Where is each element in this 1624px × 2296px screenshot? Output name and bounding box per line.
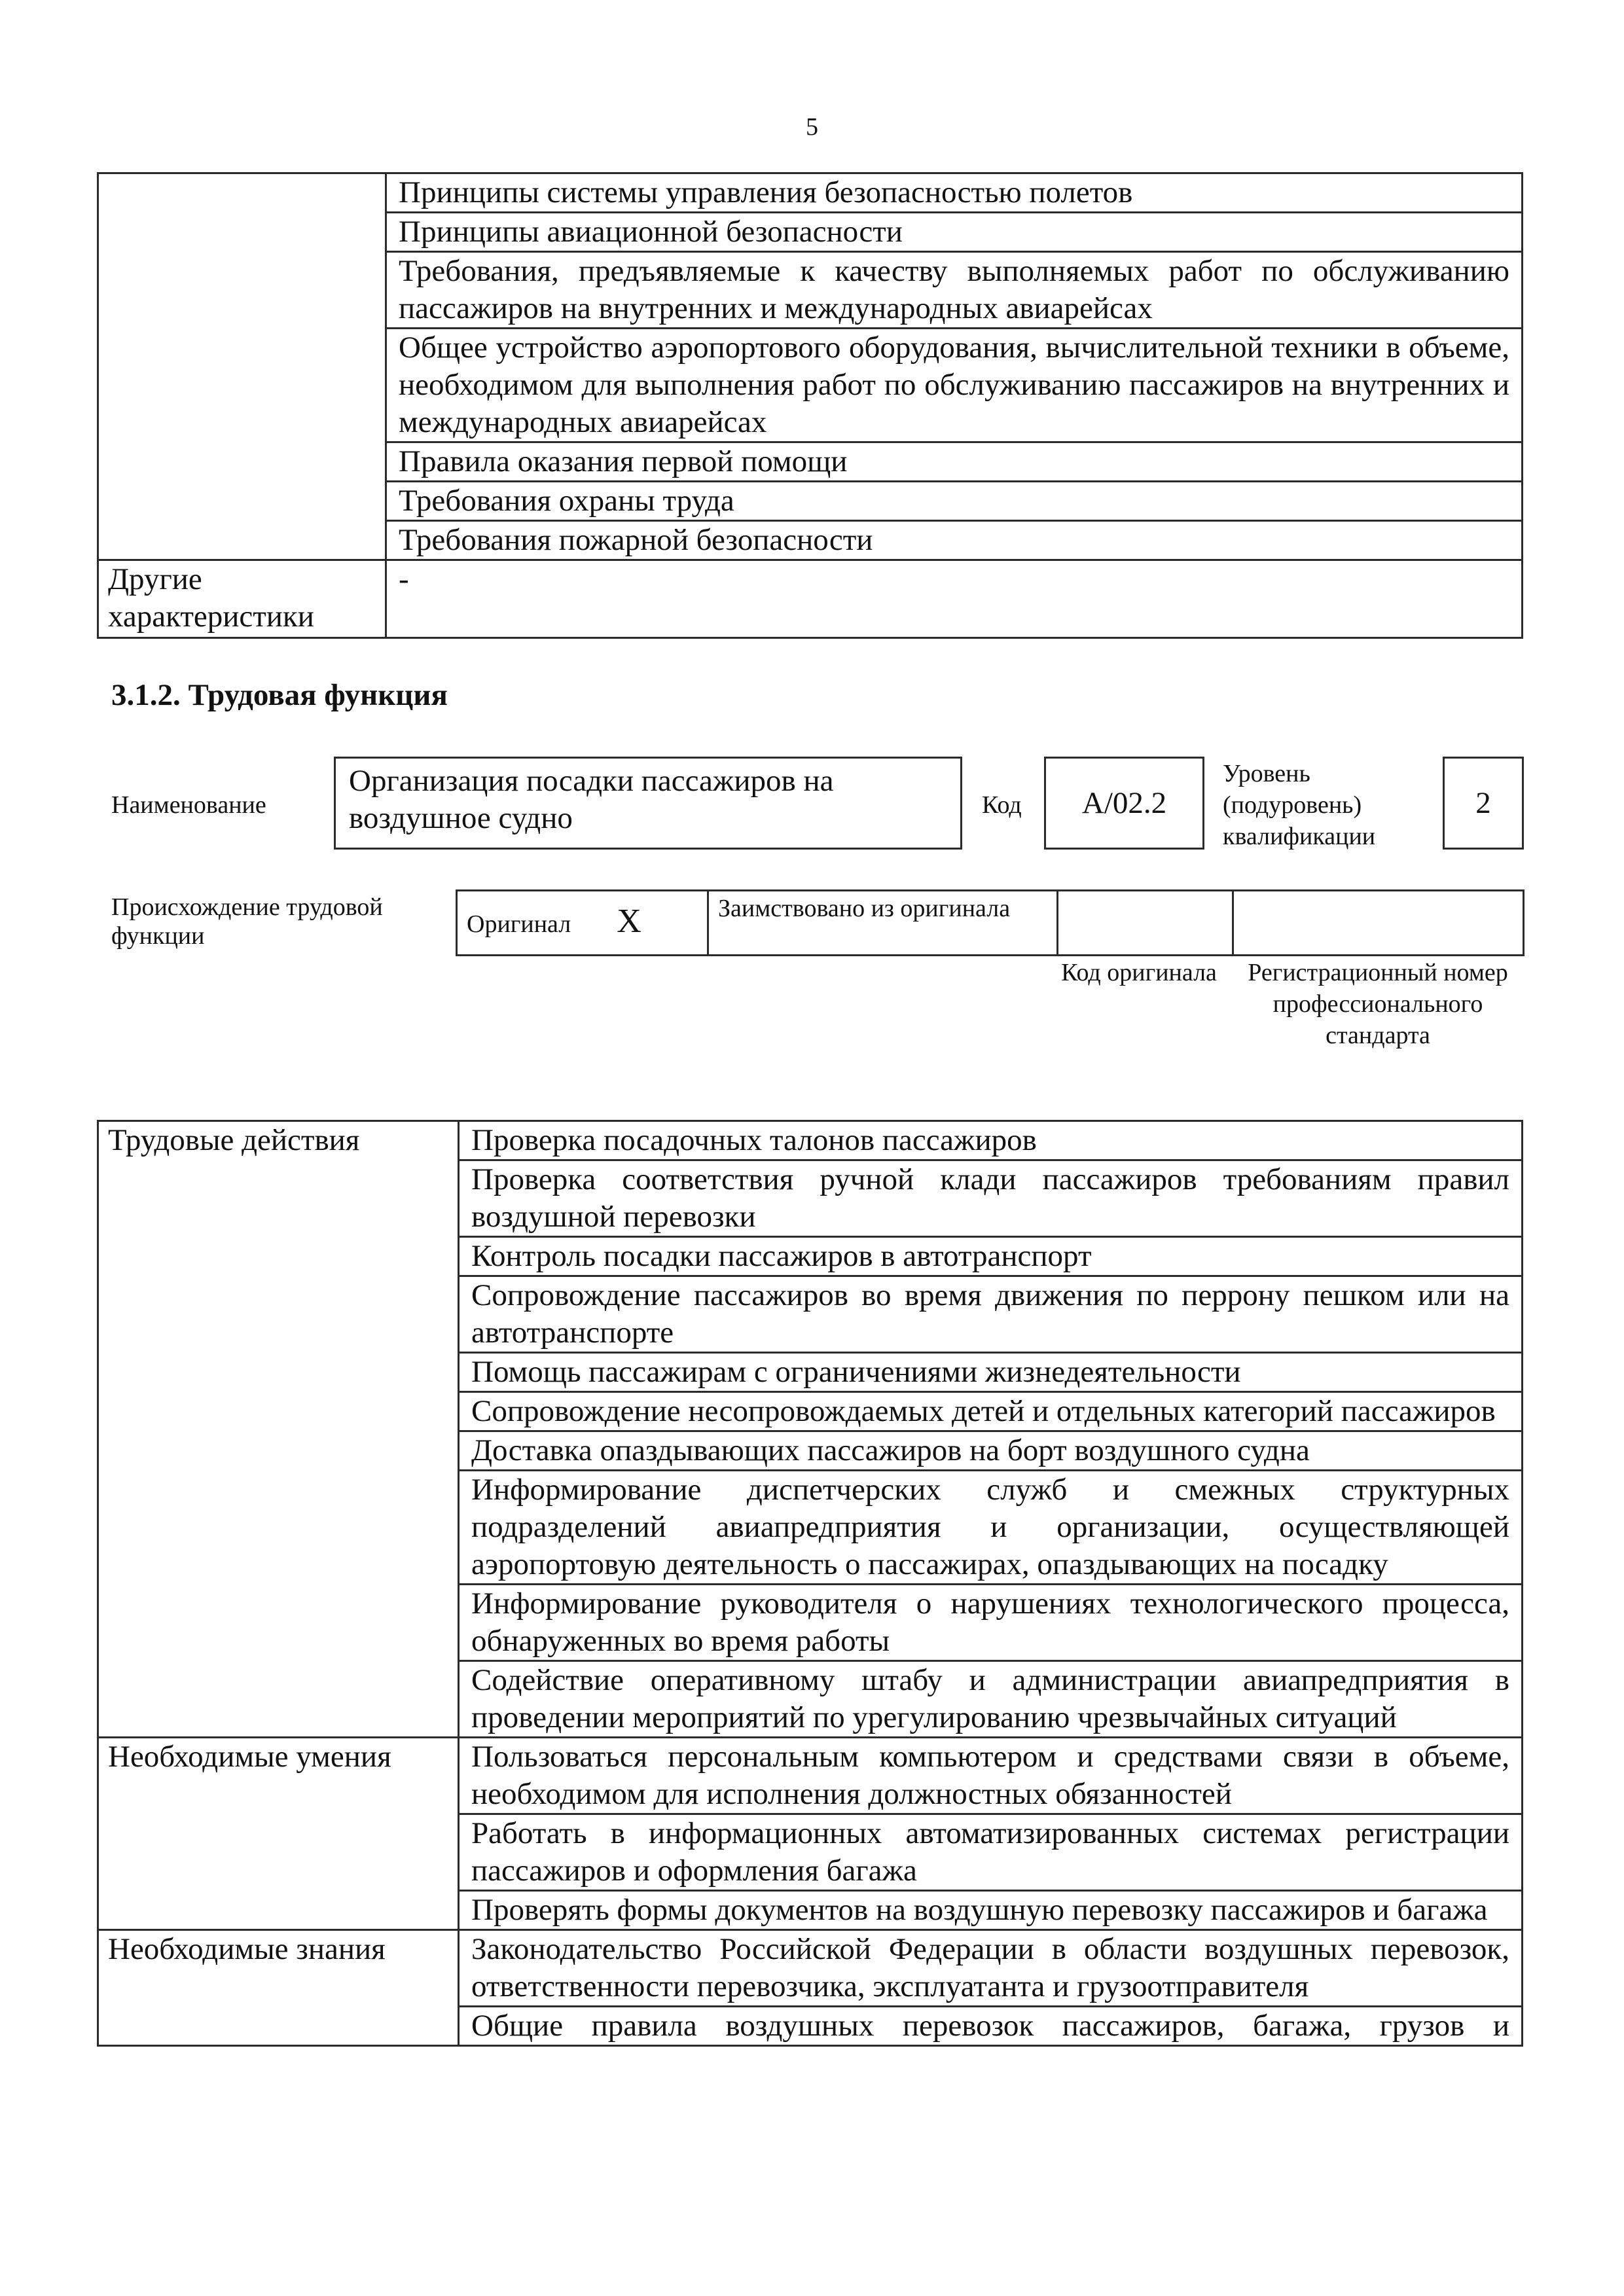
original-code-cell	[1058, 891, 1233, 956]
labor-function-table	[97, 1120, 1523, 2047]
table-row: Требования охраны труда	[386, 482, 1523, 521]
registration-number-cell	[1233, 891, 1524, 956]
level-label-text: Уровень (подуровень) квалификации	[1223, 760, 1376, 850]
required-skills-label: Необходимые умения	[98, 1738, 459, 1930]
section-heading: 3.1.2. Трудовая функция	[111, 678, 448, 712]
empty-label-cell	[98, 173, 386, 560]
table-row: Пользоваться персональным компьютером и средствами связи в объеме, необходимом для исполнения должностных обязанностей	[459, 1738, 1523, 1814]
code-label: Код	[982, 791, 1022, 819]
borrowed-label: Заимствовано из оригинала	[708, 891, 1058, 956]
table-row: Информирование руководителя о нарушениях технологического процесса, обнаруженных во время работы	[459, 1585, 1523, 1661]
origin-table	[456, 889, 1525, 956]
table-row: Общие правила воздушных перевозок пассажиров, багажа, грузов и	[459, 2007, 1523, 2046]
table-row: Проверка соответствия ручной клади пассажиров требованиям правил воздушной перевозки	[459, 1160, 1523, 1237]
table-row: Доставка опаздывающих пассажиров на борт воздушного судна	[459, 1431, 1523, 1471]
table-row: Помощь пассажирам с ограничениями жизнедеятельности	[459, 1353, 1523, 1392]
original-mark: X	[617, 903, 641, 940]
code-value-box: A/02.2	[1044, 757, 1204, 850]
table-row: Содействие оперативному штабу и администрации авиапредприятия в проведении мероприятий по урегулированию чрезвычайных ситуаций	[459, 1661, 1523, 1738]
table-row: Законодательство Российской Федерации в области воздушных перевозок, ответственности перевозчика, эксплуатанта и грузоотправителя	[459, 1930, 1523, 2007]
function-name-box: Организация посадки пассажиров на воздушное судно	[334, 757, 962, 850]
original-label: Оригинал	[467, 910, 571, 938]
origin-label-text: Происхождение трудовой функции	[111, 893, 383, 950]
required-knowledge-label: Необходимые знания	[98, 1930, 459, 2046]
table-row: Информирование диспетчерских служб и смежных структурных подразделений авиапредприятия и организации, осуществляющей аэропортовую деятельность о пассажирах, опаздывающих на посадку	[459, 1471, 1523, 1585]
table-row: Общее устройство аэропортового оборудования, вычислительной техники в объеме, необходимом для выполнения работ по обслуживанию пассажиров на внутренних и международных авиарейсах	[386, 329, 1523, 442]
level-label	[1223, 758, 1419, 852]
table-row: Принципы авиационной безопасности	[386, 213, 1523, 252]
table-row: Работать в информационных автоматизированных системах регистрации пассажиров и оформления багажа	[459, 1814, 1523, 1891]
other-characteristics-label: Другие характеристики	[98, 560, 386, 638]
table-row: Принципы системы управления безопасностью полетов	[386, 173, 1523, 213]
table-row: Сопровождение пассажиров во время движения по перрону пешком или на автотранспорте	[459, 1276, 1523, 1353]
name-label: Наименование	[111, 791, 266, 819]
level-value-box: 2	[1443, 757, 1524, 850]
registration-number-caption: Регистрационный номер профессионального стандарта	[1248, 959, 1508, 1049]
table-row: Проверять формы документов на воздушную перевозку пассажиров и багажа	[459, 1891, 1523, 1930]
knowledge-continuation-table	[97, 172, 1523, 639]
table-row: Проверка посадочных талонов пассажиров	[459, 1121, 1523, 1160]
table-row: Требования пожарной безопасности	[386, 521, 1523, 560]
labor-actions-label: Трудовые действия	[98, 1121, 459, 1738]
original-cell	[457, 891, 708, 956]
page-number: 5	[806, 113, 818, 141]
table-row: Сопровождение несопровождаемых детей и отдельных категорий пассажиров	[459, 1392, 1523, 1431]
table-row: Контроль посадки пассажиров в автотранспорт	[459, 1237, 1523, 1276]
table-row: Требования, предъявляемые к качеству выполняемых работ по обслуживанию пассажиров на внутренних и международных авиарейсах	[386, 252, 1523, 329]
other-characteristics-value: -	[386, 560, 1523, 638]
original-code-caption: Код оригинала	[1061, 959, 1217, 986]
table-row: Правила оказания первой помощи	[386, 442, 1523, 482]
origin-label	[111, 893, 439, 950]
